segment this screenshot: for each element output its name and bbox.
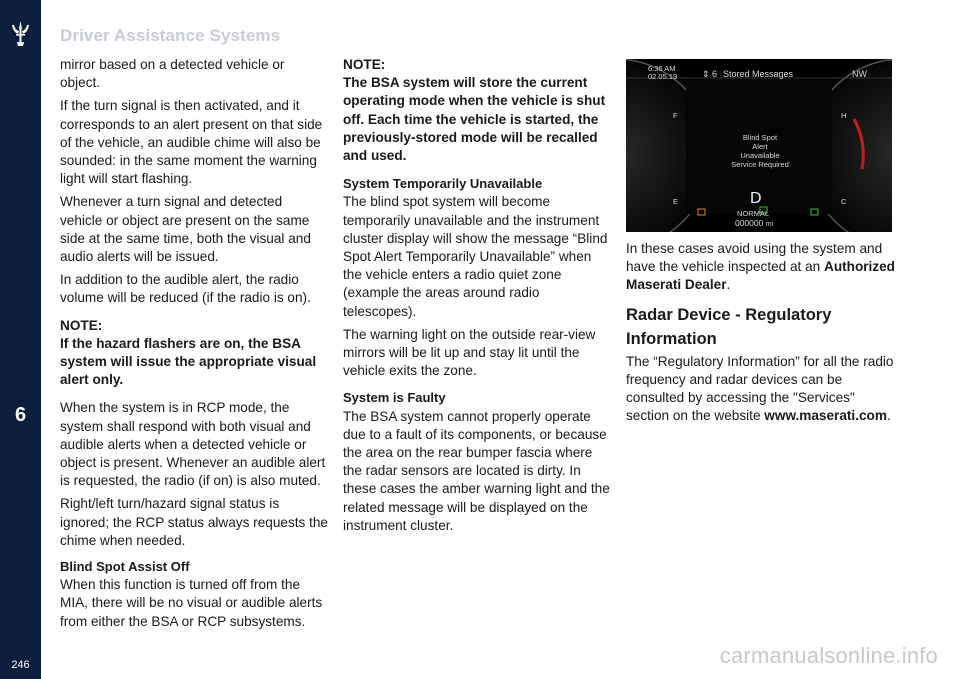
paragraph: [626, 353, 896, 426]
fuel-full-label: F: [673, 111, 678, 120]
cluster-time: 6:36 AM: [648, 64, 676, 73]
running-title: Driver Assistance Systems: [60, 26, 281, 45]
note-label: NOTE:: [60, 317, 103, 333]
gear-indicator: D: [750, 190, 762, 207]
subheading: Blind Spot Assist Off: [60, 559, 190, 575]
msg-line: Alert: [752, 142, 768, 151]
column-1: [60, 56, 328, 636]
paragraph: The warning light on the outside rear-view mirrors will be lit up and stay lit until the vehicle exits the zone.: [343, 326, 596, 379]
website-link: www.maserati.com: [764, 408, 887, 424]
note-text: If the hazard flashers are on, the BSA system will issue the appropriate visual alert only.: [60, 335, 317, 388]
stored-count: ⇕ 6: [702, 69, 718, 79]
dealer-emphasis: Authorized Maserati Dealer: [626, 259, 895, 293]
blind-spot-message: [712, 133, 808, 169]
watermark: carmanualsonline.info: [719, 643, 938, 668]
maserati-trident-logo-icon: [8, 20, 33, 48]
temp-hot-label: H: [841, 111, 847, 120]
paragraph: Right/left turn/hazard signal status is ignored; the RCP status always requests the chime when needed.: [60, 496, 328, 548]
odometer-unit: mi: [765, 221, 774, 228]
instrument-cluster-image: [626, 59, 892, 232]
subheading: System Temporarily Unavailable: [343, 176, 543, 192]
paragraph: Whenever a turn signal and detected vehicle or object are present on the same side at the same time, both the visual and audio alerts will be issued.: [60, 194, 311, 265]
fuel-empty-label: E: [673, 197, 679, 206]
odometer: [735, 218, 773, 228]
paragraph: The blind spot system will become temporarily unavailable and the instrument cluster display will show the message “Blind Spot Alert Temporarily Unavailable” when the vehicle enters a radio quiet zone (example the areas around radio telescopes).: [343, 194, 608, 319]
drive-mode: NORMAL: [737, 209, 770, 218]
text-run: In these cases avoid using the system and have the vehicle inspected at an: [626, 241, 883, 275]
text-run: .: [726, 277, 731, 293]
note-text: The BSA system will store the current operating mode when the vehicle is shut off. Each time the vehicle is started, the previously-stored mode will be recalled and used.: [343, 75, 606, 164]
paragraph: In addition to the audible alert, the radio volume will be reduced (if the radio is on).: [60, 272, 311, 306]
cluster-date: 02.05.19: [648, 72, 678, 81]
temp-cold-label: C: [841, 197, 847, 206]
msg-line: Blind Spot: [742, 133, 778, 142]
paragraph: [626, 240, 896, 295]
odometer-value: 000000: [735, 218, 764, 228]
compass-heading: NW: [852, 69, 867, 79]
text-run: The “Regulatory Information” for all the radio frequency and radar devices can be consulted by accessing the "Services" section on the website: [626, 353, 894, 424]
paragraph: When the system is in RCP mode, the system shall respond with both visual and audible alerts when a detected vehicle or object is present. Whenever an audible alert is requested, the radio (if on) is also muted.: [60, 400, 326, 489]
msg-line: Unavailable: [740, 151, 780, 160]
paragraph: If the turn signal is then activated, and it corresponds to an alert present on that side of the vehicle, an audible chime will also be sounded: in the same moment the warning light will start flashing.: [60, 98, 323, 187]
stored-messages-label: Stored Messages: [723, 69, 794, 79]
chapter-number: 6: [14, 404, 27, 426]
msg-line: Service Required: [731, 160, 789, 169]
note-label: NOTE:: [343, 57, 386, 72]
paragraph: When this function is turned off from the MIA, there will be no visual or audible alerts from either the BSA or RCP subsystems.: [60, 577, 323, 629]
page-number: 246: [11, 659, 30, 671]
subheading: System is Faulty: [343, 390, 446, 406]
column-2: [343, 56, 611, 540]
column-3: [626, 240, 896, 430]
paragraph: The BSA system cannot properly operate due to a fault of its components, or because the area on the rear bumper fascia where the radar sensors are located is dirty. In these cases the amber warning light and the related message will be displayed on the instrument cluster.: [343, 408, 610, 533]
stored-count-value: 6: [712, 69, 718, 79]
section-title: Radar Device - Regulatory Information: [626, 305, 832, 348]
paragraph: mirror based on a detected vehicle or object.: [60, 57, 285, 91]
chapter-sidebar: [0, 0, 41, 679]
text-run: .: [886, 408, 891, 424]
